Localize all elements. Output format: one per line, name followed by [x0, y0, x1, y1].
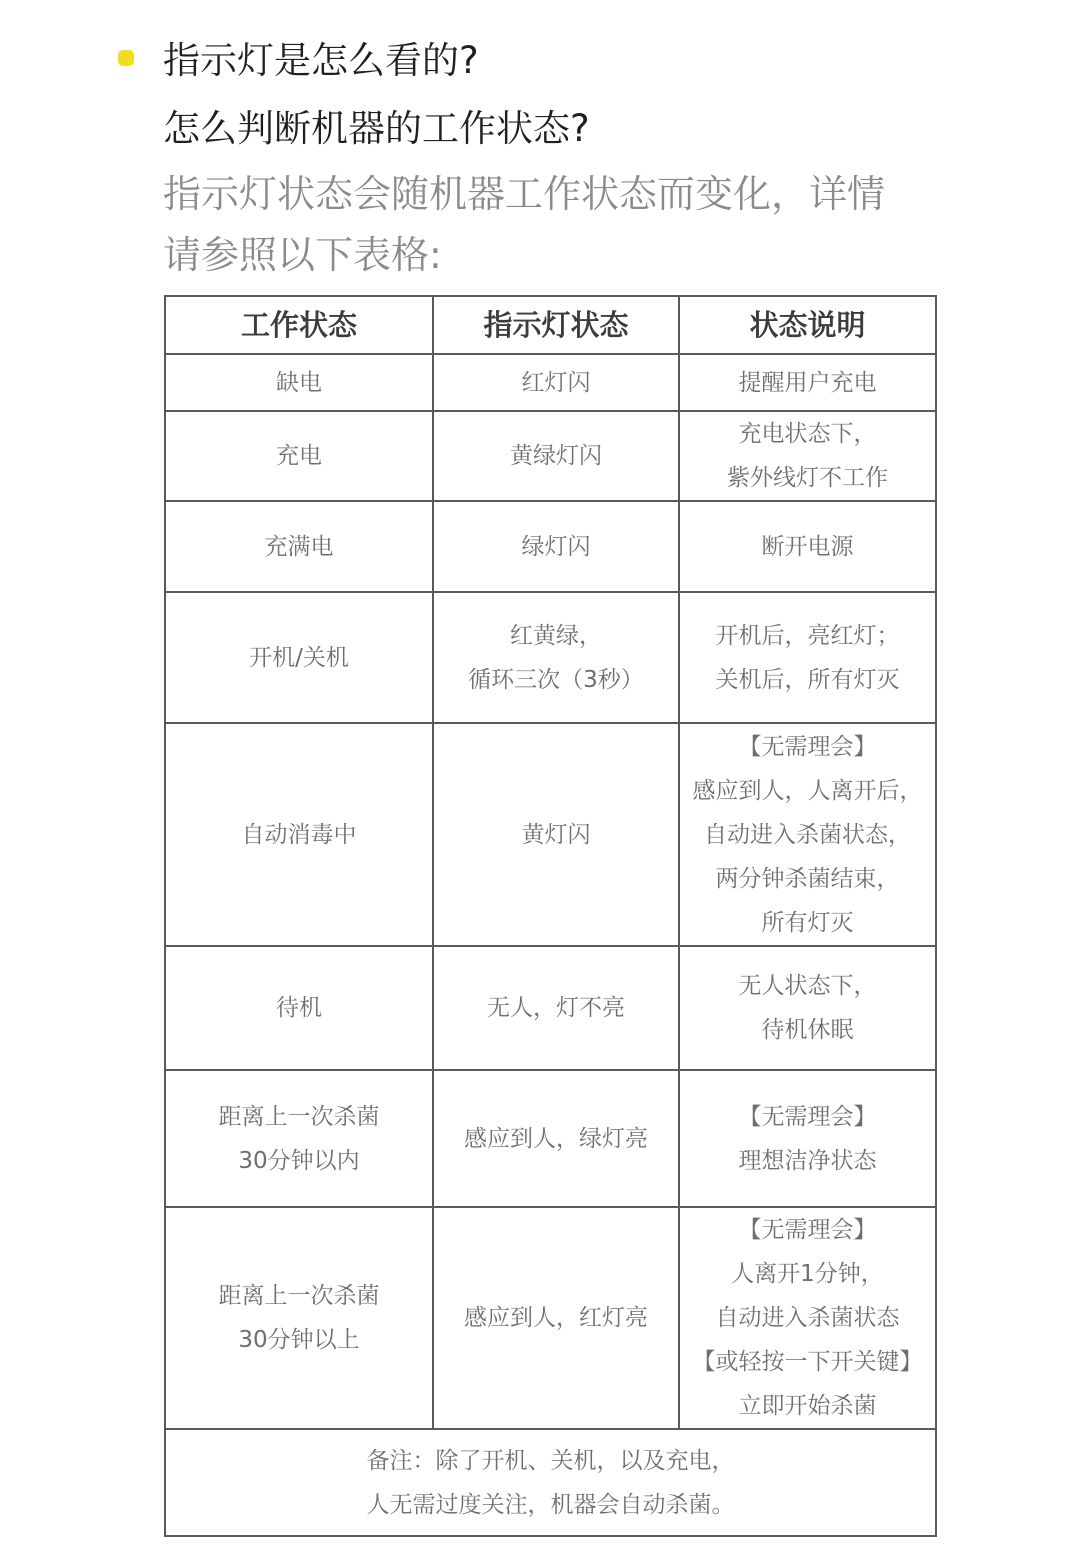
cell-description: 断开电源 [679, 501, 936, 592]
header-state-description: 状态说明 [679, 296, 936, 354]
cell-work-state: 距离上一次杀菌 30分钟以上 [165, 1207, 433, 1429]
bullet-dot-icon [118, 50, 134, 66]
table-row [165, 723, 936, 946]
cell-light-state: 红灯闪 [433, 354, 679, 411]
intro-text-line-2: 请参照以下表格: [163, 233, 442, 277]
cell-light-state: 黄灯闪 [433, 723, 679, 946]
cell-light-state: 黄绿灯闪 [433, 411, 679, 501]
table-row [165, 1207, 936, 1429]
header-light-state: 指示灯状态 [433, 296, 679, 354]
table-row [165, 1070, 936, 1207]
cell-work-state: 待机 [165, 946, 433, 1070]
intro-text-line-1: 指示灯状态会随机器工作状态而变化，详情 [163, 172, 886, 216]
cell-description: 提醒用户充电 [679, 354, 936, 411]
table-row [165, 354, 936, 411]
table-row [165, 946, 936, 1070]
cell-work-state: 距离上一次杀菌 30分钟以内 [165, 1070, 433, 1207]
cell-light-state: 红黄绿， 循环三次（3秒） [433, 592, 679, 723]
cell-work-state: 充满电 [165, 501, 433, 592]
heading-question-1: 指示灯是怎么看的? [163, 39, 479, 82]
table-header-row [165, 296, 936, 354]
cell-light-state: 感应到人，红灯亮 [433, 1207, 679, 1429]
table-note-row [165, 1429, 936, 1536]
cell-light-state: 绿灯闪 [433, 501, 679, 592]
table-row [165, 411, 936, 501]
cell-description: 无人状态下， 待机休眠 [679, 946, 936, 1070]
cell-description: 【无需理会】 人离开1分钟， 自动进入杀菌状态 【或轻按一下开关键】 立即开始杀菌 [679, 1207, 936, 1429]
cell-description: 【无需理会】 理想洁净状态 [679, 1070, 936, 1207]
cell-light-state: 无人，灯不亮 [433, 946, 679, 1070]
header-work-state: 工作状态 [165, 296, 433, 354]
table-row [165, 592, 936, 723]
cell-work-state: 自动消毒中 [165, 723, 433, 946]
cell-description: 充电状态下， 紫外线灯不工作 [679, 411, 936, 501]
cell-work-state: 充电 [165, 411, 433, 501]
table-row [165, 501, 936, 592]
cell-work-state: 缺电 [165, 354, 433, 411]
cell-light-state: 感应到人，绿灯亮 [433, 1070, 679, 1207]
cell-description: 【无需理会】 感应到人，人离开后， 自动进入杀菌状态， 两分钟杀菌结束， 所有灯灭 [679, 723, 936, 946]
cell-work-state: 开机/关机 [165, 592, 433, 723]
heading-question-2: 怎么判断机器的工作状态? [163, 107, 590, 150]
table-note: 备注：除了开机、关机，以及充电， 人无需过度关注，机器会自动杀菌。 [165, 1429, 936, 1536]
cell-description: 开机后，亮红灯； 关机后，所有灯灭 [679, 592, 936, 723]
status-table [164, 295, 937, 1537]
